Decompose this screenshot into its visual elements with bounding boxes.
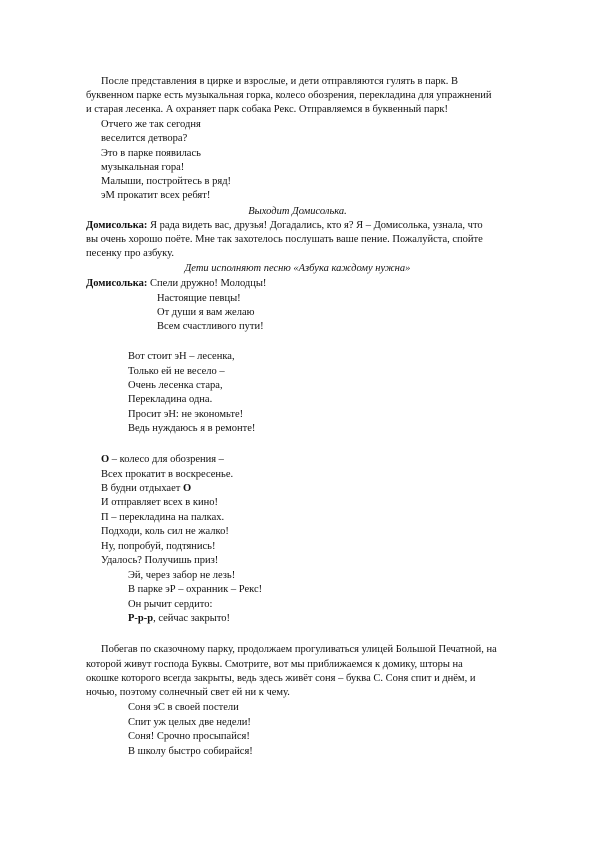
verse3-line-1: Вот стоит эН – лесенка, (128, 351, 235, 362)
intro-line-2: буквенном парке есть музыкальная горка, колесо обозрения, перекладина для упражнений (86, 90, 492, 101)
verse3-line-5: Просит эН: не экономьте! (128, 409, 244, 420)
growl-text: Р-р-р (128, 613, 154, 624)
verse1-line-6: эМ прокатит всех ребят! (101, 190, 211, 201)
verse4-line-5: П – перекладина на палках. (101, 512, 225, 523)
verse4-line-7: Ну, попробуй, подтянись! (101, 541, 216, 552)
verse1-line-3: Это в парке появилась (101, 148, 201, 159)
verse4-line-8: Удалось? Получишь приз! (101, 555, 219, 566)
verse5-text-4: , сейчас закрыто! (153, 613, 231, 624)
intro-line-3: и старая лесенка. А охраняет парк собака Рекс. Отправляемся в буквенный парк! (86, 104, 449, 115)
verse1-line-1: Отчего же так сегодня (101, 119, 201, 130)
stage-direction-song: Дети исполняют песню «Азбука каждому нужна» (184, 263, 411, 274)
verse3-line-3: Очень лесенка стара, (128, 380, 223, 391)
letter-o-2: О (182, 483, 192, 494)
verse2-line-1: Настоящие певцы! (157, 293, 241, 304)
speech-text: Я рада видеть вас, друзья! Догадались, кто я? Я – Домисолька, узнала, что (147, 220, 483, 231)
verse6-line-2: Спит уж целых две недели! (128, 717, 251, 728)
verse6-line-3: Соня! Срочно просыпайся! (128, 731, 250, 742)
para2-line-3: окошке которого всегда закрыты, ведь здесь живёт соня – буква С. Соня спит и днём, и (86, 673, 476, 684)
speech-text-2: Спели дружно! Молодцы! (147, 278, 267, 289)
verse4-line-3 (101, 482, 191, 495)
verse5-line-2: В парке эР – охранник – Рекс! (128, 584, 263, 595)
verse4-line-4: И отправляет всех в кино! (101, 497, 218, 508)
verse1-line-5: Малыши, постройтесь в ряд! (101, 176, 232, 187)
verse1-line-2: веселится детвора? (101, 133, 188, 144)
verse3-line-2: Только ей не весело – (128, 366, 225, 377)
verse5-line-3: Он рычит сердито: (128, 599, 213, 610)
intro-line-1: После представления в цирке и взрослые, и дети отправляются гулять в парк. В (101, 76, 459, 87)
speech-line-second (86, 277, 266, 290)
verse3-line-4: Перекладина одна. (128, 394, 213, 405)
verse4-line-1 (101, 453, 224, 466)
verse6-line-4: В школу быстро собирайся! (128, 746, 253, 757)
para2-line-1: Побегав по сказочному парку, продолжаем прогуливаться улицей Большой Печатной, на (101, 644, 497, 655)
para2-line-2: которой живут господа Буквы. Смотрите, вот мы приближаемся к домику, шторы на (86, 659, 463, 670)
stage-direction: Выходит Домисолька. (248, 206, 347, 217)
verse4-text-3: В будни отдыхает (101, 483, 183, 494)
verse3-line-6: Ведь нуждаюсь я в ремонте! (128, 423, 256, 434)
verse5-line-1: Эй, через забор не лезь! (128, 570, 236, 581)
verse1-line-4: музыкальная гора! (101, 162, 185, 173)
verse2-line-3: Всем счастливого пути! (157, 321, 264, 332)
speaker-name-2: Домисолька: (86, 278, 148, 289)
para2-line-4: ночью, поэтому солнечный свет ей ни к чему. (86, 687, 290, 698)
verse6-line-1: Соня эС в своей постели (128, 702, 239, 713)
letter-o: О (101, 454, 110, 465)
verse5-line-4 (128, 612, 230, 625)
speaker-name: Домисолька: (86, 220, 148, 231)
verse4-text-1: – колесо для обозрения – (109, 454, 224, 465)
speech-line (86, 219, 483, 232)
verse2-line-2: От души я вам желаю (157, 307, 255, 318)
speech-line-2: вы очень хорошо поёте. Мне так захотелось послушать ваше пение. Пожалуйста, спойте (86, 234, 483, 245)
verse4-line-6: Подходи, коль сил не жалко! (101, 526, 229, 537)
speech-line-3: песенку про азбуку. (86, 248, 174, 259)
verse4-line-2: Всех прокатит в воскресенье. (101, 469, 234, 480)
